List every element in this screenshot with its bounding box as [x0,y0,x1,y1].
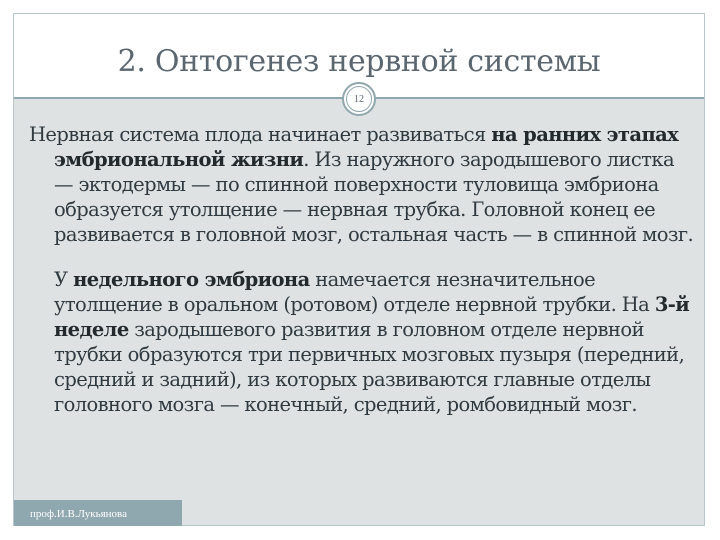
paragraph-1-bold-1: на ранних этапах эмбриональной жизни [54,123,679,171]
slide-title: 2. Онтогенез нервной системы [117,44,601,79]
slide-body [29,122,697,417]
paragraph-2 [29,267,697,417]
paragraph-2-text-2: намечается незначительное утолщение в оральном (ротовом) отделе нервной трубки. На [54,268,655,316]
paragraph-1 [29,122,697,247]
paragraph-2-bold-2: 3-й неделе [54,293,690,341]
page-number: 12 [346,86,372,112]
paragraph-1-text-2: . Из наружного зародышевого листка — эктодермы — по спинной поверхности туловища эмбриона образуется утолщение — нервная трубка. Головной конец ее развивается в головной мозг, остальная часть — в спинной мозг. [54,148,694,246]
paragraph-2-text-1: У [54,268,74,291]
footer-author: проф.И.В.Лукьянова [30,508,127,520]
paragraph-2-bold-1: недельного эмбриона [73,268,310,291]
page-number-badge [342,82,376,116]
paragraph-1-text-1: Нервная система плода начинает развиваться [29,123,492,146]
paragraph-2-text-3: зародышевого развития в головном отделе нервной трубки образуются три первичных мозговых пузыря (передний, средний и задний), из которых развиваются главные отделы головного мозга — конечный, средний, ромбовидный мозг. [54,318,685,416]
